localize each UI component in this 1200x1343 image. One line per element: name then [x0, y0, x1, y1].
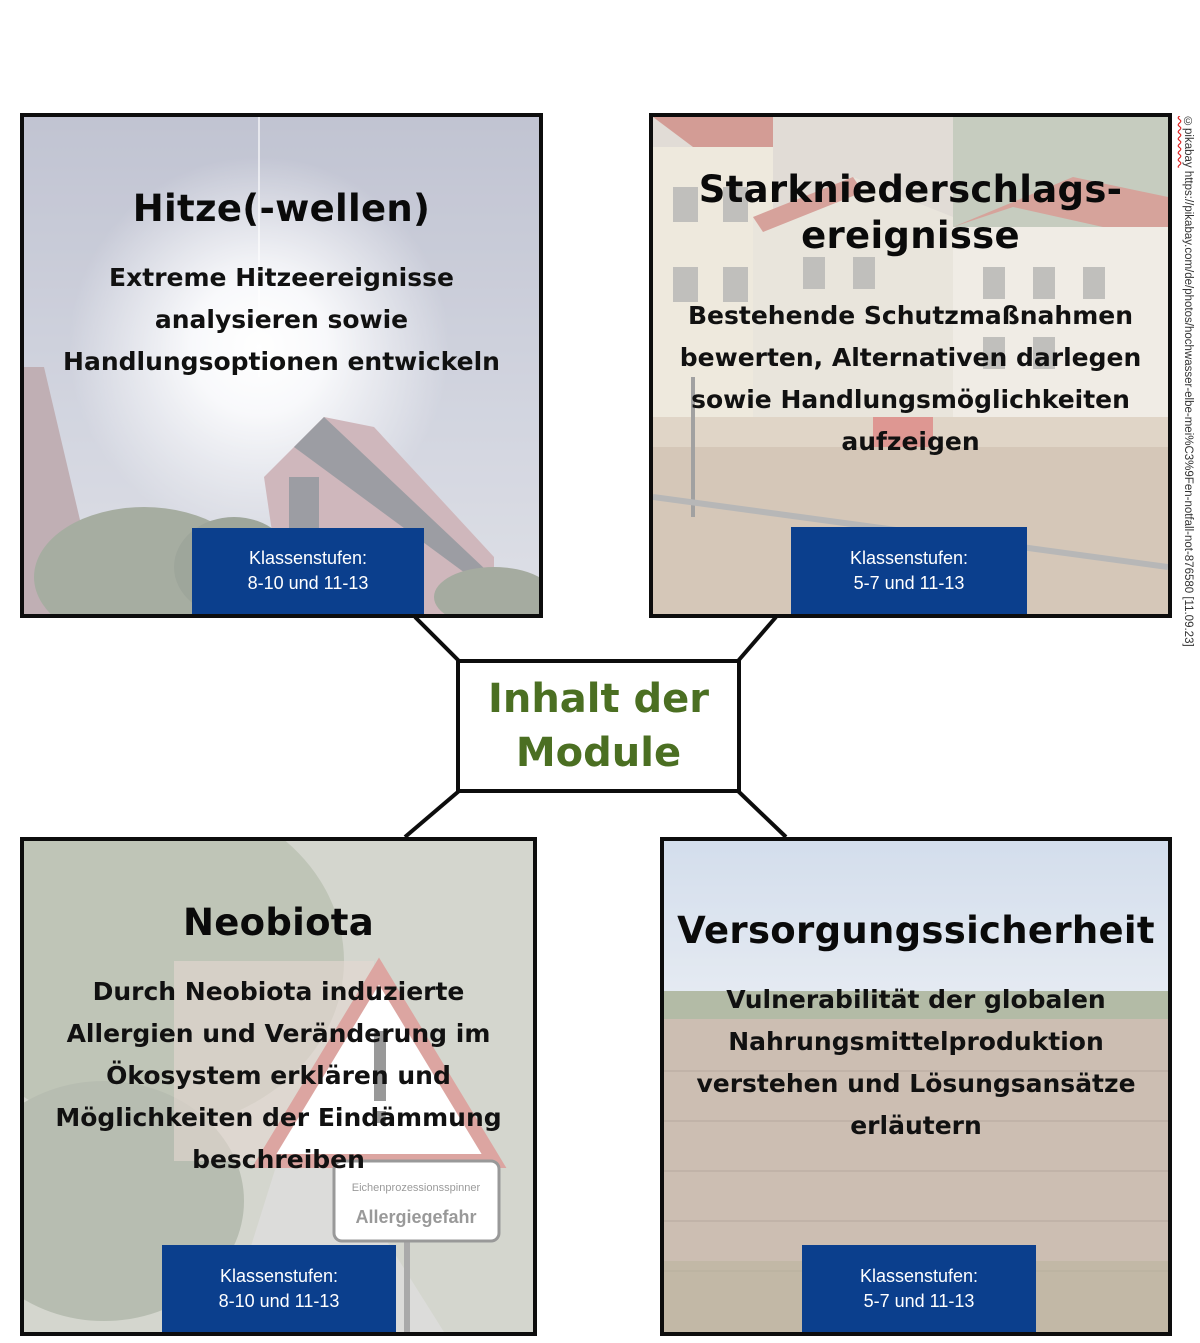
grade-badge-value: 8-10 und 11-13: [247, 573, 369, 593]
description-line: Allergien und Veränderung im: [66, 1019, 491, 1048]
description-line: Extreme Hitzeereignisse: [109, 263, 454, 292]
module-description: [24, 257, 539, 383]
description-line: erläutern: [850, 1111, 982, 1140]
grade-badge: [162, 1245, 396, 1332]
module-title: Versorgungssicherheit: [677, 909, 1155, 952]
grade-badge-value: 5-7 und 11-13: [863, 1290, 975, 1311]
description-line: sowie Handlungsmöglichkeiten: [691, 385, 1130, 414]
grade-badge-label: Klassenstufen:: [859, 1265, 979, 1286]
module-description: [664, 979, 1168, 1147]
module-title: Neobiota: [182, 901, 375, 944]
description-line: Durch Neobiota induzierte: [92, 977, 465, 1006]
module-description: [653, 295, 1168, 463]
description-line: Nahrungsmittelproduktion: [728, 1027, 1104, 1056]
title-line: ereignisse: [801, 214, 1020, 257]
credit-brand: ©pikabay: [1182, 116, 1194, 168]
grade-badge-label: Klassenstufen:: [849, 547, 969, 568]
grade-badge-value: 5-7 und 11-13: [853, 572, 965, 593]
description-line: bewerten, Alternativen darlegen: [679, 343, 1142, 372]
hub-box: [456, 659, 741, 793]
module-title: [653, 167, 1168, 259]
credit-source: https://pikabay.com/de/photos/hochwasser-elbe-mei%C3%9Fen-notfall-not-876580 [11.09.23]: [1182, 167, 1194, 647]
grade-badge-label: Klassenstufen:: [248, 548, 368, 568]
description-line: Handlungsoptionen entwickeln: [63, 347, 500, 376]
description-line: Möglichkeiten der Eindämmung: [55, 1103, 502, 1132]
title-line: Starkniederschlags-: [698, 168, 1123, 211]
description-line: verstehen und Lösungsansätze: [696, 1069, 1136, 1098]
module-card-heavy-rain: [649, 113, 1172, 618]
description-line: Vulnerabilität der globalen: [726, 985, 1106, 1014]
module-title: Hitze(-wellen): [132, 187, 431, 230]
description-line: Ökosystem erklären und: [106, 1061, 451, 1090]
grade-badge-value: 8-10 und 11-13: [218, 1290, 340, 1311]
module-description: [24, 971, 533, 1181]
description-line: beschreiben: [192, 1145, 365, 1174]
grade-badge: [791, 527, 1027, 614]
module-card-neobiota: [20, 837, 537, 1336]
module-card-supply-security: [660, 837, 1172, 1336]
image-credit: [1182, 116, 1194, 647]
module-card-heat: [20, 113, 543, 618]
grade-badge-label: Klassenstufen:: [219, 1265, 339, 1286]
description-line: analysieren sowie: [154, 305, 409, 334]
description-line: Bestehende Schutzmaßnahmen: [688, 301, 1133, 330]
grade-badge: [192, 528, 424, 614]
hub-title-line: Inhalt der: [487, 676, 710, 722]
hub-title-line: Module: [515, 730, 682, 776]
description-line: aufzeigen: [841, 427, 980, 456]
grade-badge: [802, 1245, 1036, 1332]
